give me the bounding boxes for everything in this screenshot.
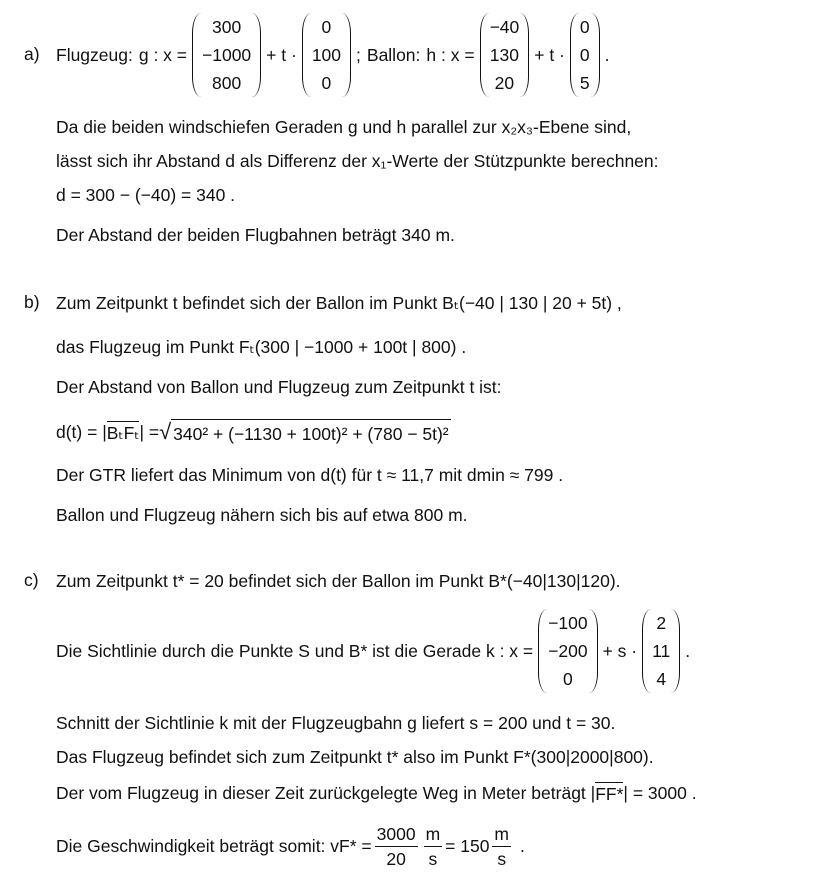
a-end: . — [604, 44, 610, 65]
vec-cell: 300 — [211, 17, 242, 37]
vec-cell: 0 — [579, 45, 590, 65]
c-line-5 — [56, 778, 697, 808]
a-line-3: lässt sich ihr Abstand d als Differenz der x₁-Werte der Stützpunkte berechnen: — [56, 150, 659, 171]
c-ff-vector: FF* — [595, 783, 624, 804]
a-plus-t: + t · — [266, 44, 297, 65]
c-frac-1 — [375, 822, 418, 871]
vec-cell: 100 — [311, 45, 342, 65]
c-weg-suffix: | = 3000 . — [623, 782, 697, 803]
frac-denominator: s — [428, 848, 438, 869]
section-a-label: a) — [24, 44, 40, 64]
sqrt-symbol: √ — [159, 418, 172, 444]
vec-cell: 20 — [494, 73, 515, 93]
b-btft-vector: BₜFₜ — [106, 422, 140, 443]
section-b-label: b) — [24, 292, 40, 312]
b-line-6: Ballon und Flugzeug nähern sich bis auf etwa 800 m. — [56, 504, 468, 525]
b-sqrt — [159, 419, 451, 446]
c-line-1: Zum Zeitpunkt t* = 20 befindet sich der Ballon im Punkt B*(−40|130|120). — [56, 570, 621, 591]
c-weg-prefix: Der vom Flugzeug in dieser Zeit zurückgelegte Weg in Meter beträgt | — [56, 782, 596, 803]
b-line-5: Der GTR liefert das Minimum von d(t) für t ≈ 11,7 mit dmin ≈ 799 . — [56, 464, 564, 485]
c-v-eq: = 150 — [445, 835, 490, 856]
vec-cell: −100 — [548, 613, 588, 633]
c-v-prefix: Die Geschwindigkeit beträgt somit: vF* = — [56, 835, 372, 856]
b-line-2: das Flugzeug im Punkt Fₜ(300 | −1000 + 100t | 800) . — [56, 336, 467, 357]
vec-cell: 800 — [211, 73, 242, 93]
vec-cell: 4 — [656, 669, 667, 689]
b-line-4 — [56, 412, 451, 452]
vec-cell: 2 — [656, 613, 667, 633]
c-k-prefix: Die Sichtlinie durch die Punkte S und B* ist die Gerade k : x = — [56, 640, 534, 661]
vec-cell: 0 — [321, 73, 332, 93]
c-line-6 — [56, 820, 525, 872]
a-line-equations — [56, 10, 610, 100]
frac-numerator: 3000 — [375, 822, 418, 847]
vec-cell: 5 — [579, 73, 590, 93]
a-flugzeug-prefix: Flugzeug: — [56, 44, 133, 65]
vec-cell: 0 — [321, 17, 332, 37]
c-frac-2 — [424, 822, 443, 871]
a-sep: ; — [356, 44, 361, 65]
a-line-4: d = 300 − (−40) = 340 . — [56, 184, 236, 205]
c-line-2 — [56, 606, 690, 696]
a-h-support-vector — [480, 13, 530, 97]
a-h-direction-vector — [570, 13, 600, 97]
vec-cell: 0 — [562, 669, 573, 689]
vec-cell: −1000 — [202, 45, 252, 65]
c-v-end: . — [520, 835, 525, 856]
c-k-direction-vector — [642, 609, 680, 693]
a-plus-t2: + t · — [534, 44, 565, 65]
b-d-prefix: d(t) = | — [56, 421, 107, 442]
a-g-support-vector — [192, 13, 261, 97]
vec-cell: 130 — [489, 45, 519, 65]
vec-cell: 11 — [652, 641, 671, 661]
c-line-4: Das Flugzeug befindet sich zum Zeitpunkt t* also im Punkt F*(300|2000|800). — [56, 746, 654, 767]
vec-cell: −200 — [548, 641, 588, 661]
frac-numerator: m — [492, 822, 511, 847]
b-line-3: Der Abstand von Ballon und Flugzeug zum Zeitpunkt t ist: — [56, 376, 502, 397]
frac-denominator: s — [497, 848, 507, 869]
a-g-eq: g : x = — [138, 44, 188, 65]
b-line-1: Zum Zeitpunkt t befindet sich der Ballon im Punkt Bₜ(−40 | 130 | 20 + 5t) , — [56, 292, 622, 313]
a-h-eq: h : x = — [426, 44, 475, 65]
a-line-5: Der Abstand der beiden Flugbahnen beträgt 340 m. — [56, 224, 455, 245]
c-k-end: . — [685, 640, 691, 661]
c-plus-s: + s · — [602, 640, 638, 661]
frac-denominator: 20 — [386, 848, 406, 869]
c-k-support-vector — [538, 609, 597, 693]
a-line-2: Da die beiden windschiefen Geraden g und h parallel zur x₂x₃-Ebene sind, — [56, 116, 632, 137]
a-ballon-prefix: Ballon: — [366, 44, 421, 65]
a-g-direction-vector — [302, 13, 351, 97]
frac-numerator: m — [424, 822, 443, 847]
c-frac-3 — [492, 822, 511, 871]
vec-cell: −40 — [489, 17, 520, 37]
c-line-3: Schnitt der Sichtlinie k mit der Flugzeugbahn g liefert s = 200 und t = 30. — [56, 712, 616, 733]
b-d-mid: | = — [139, 421, 160, 442]
vec-cell: 0 — [579, 17, 590, 37]
section-c-label: c) — [24, 570, 39, 590]
b-radicand: 340² + (−1130 + 100t)² + (780 − 5t)² — [171, 419, 450, 446]
